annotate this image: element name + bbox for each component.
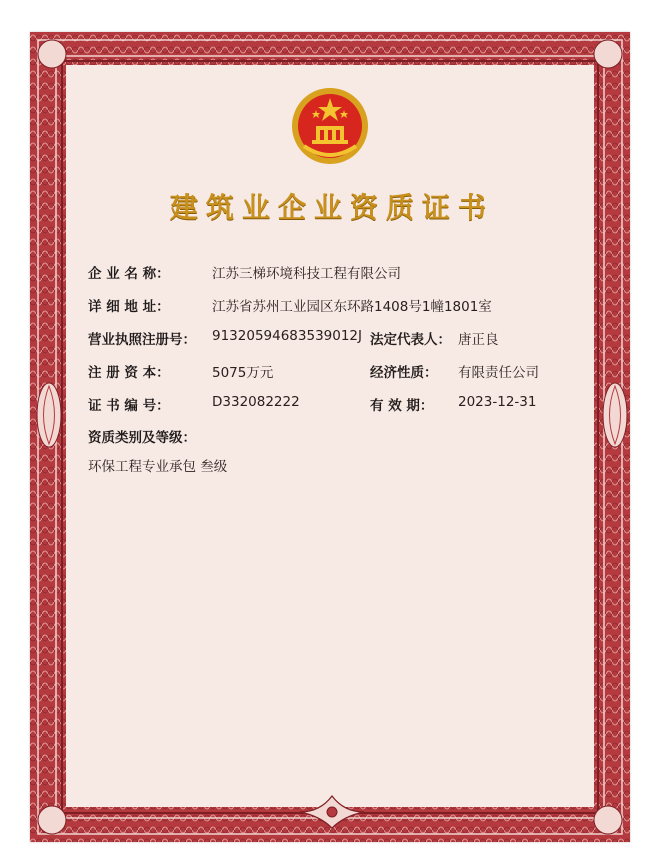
field-value: 江苏省苏州工业园区东环路1408号1幢1801室: [212, 299, 492, 315]
field-label-validity: 有 效 期：: [370, 398, 434, 414]
national-emblem-icon: [290, 86, 370, 166]
field-label: 注 册 资 本：: [88, 365, 170, 381]
bottom-ornament-icon: [292, 792, 372, 832]
field-label: 营业执照注册号：: [88, 332, 196, 348]
left-ornament-icon: [34, 380, 64, 450]
right-ornament-icon: [600, 380, 630, 450]
field-value-economic-nature: 有限责任公司: [458, 365, 539, 381]
field-value: 91320594683539012J: [212, 328, 362, 344]
field-value: D332082222: [212, 394, 300, 410]
field-value-legal-rep: 唐正良: [458, 332, 499, 348]
field-label: 企 业 名 称：: [88, 266, 170, 282]
field-label: 详 细 地 址：: [88, 299, 170, 315]
field-value: 5075万元: [212, 365, 274, 381]
field-label: 证 书 编 号：: [88, 398, 170, 414]
certificate-title: 建筑业企业资质证书: [169, 191, 494, 224]
qualification-heading: 资质类别及等级：: [88, 430, 196, 446]
field-label-legal-rep: 法定代表人：: [370, 332, 451, 348]
qualification-item: 环保工程专业承包 叁级: [88, 459, 228, 475]
field-label-economic-nature: 经济性质：: [370, 365, 438, 381]
field-value: 江苏三梯环境科技工程有限公司: [212, 266, 401, 282]
field-value-validity: 2023-12-31: [458, 394, 537, 410]
